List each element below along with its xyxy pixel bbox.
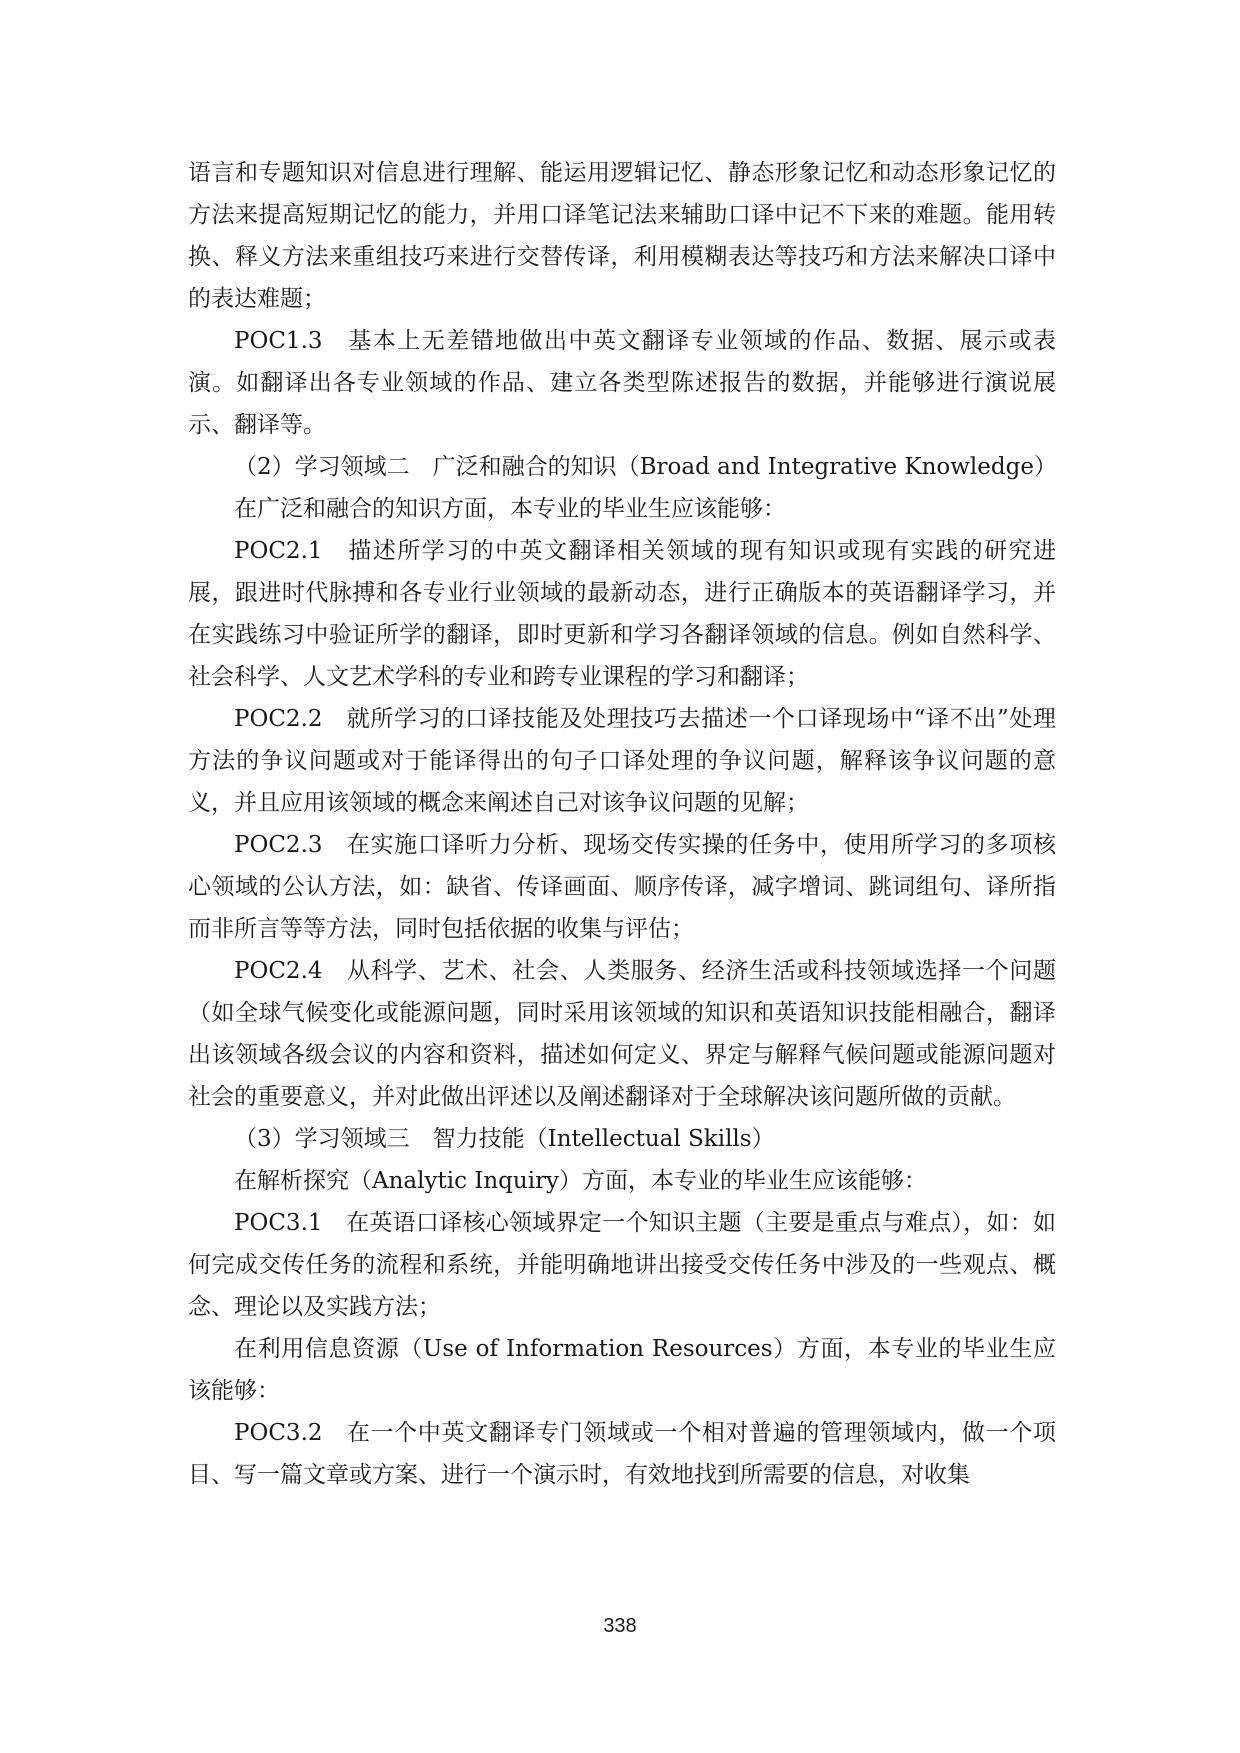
- paragraph-continuation: 语言和专题知识对信息进行理解、能运用逻辑记忆、静态形象记忆和动态形象记忆的方法来提高短期记忆的能力，并用口译笔记法来辅助口译中记不下来的难题。能用转换、释义方法来重组技巧来进行交替传译，利用模糊表达等技巧和方法来解决口译中的表达难题；: [188, 160, 1056, 312]
- paragraph-poc1-3: POC1.3 基本上无差错地做出中英文翻译专业领域的作品、数据、展示或表演。如翻译出各专业领域的作品、建立各类型陈述报告的数据，并能够进行演说展示、翻译等。: [188, 328, 1056, 438]
- section-heading-domain-2: （2）学习领域二 广泛和融合的知识（Broad and Integrative Knowledge）: [234, 454, 1057, 480]
- page-number: 338: [603, 1615, 637, 1637]
- paragraph-intro-domain-2: 在广泛和融合的知识方面，本专业的毕业生应该能够：: [234, 496, 786, 522]
- paragraph-poc3-1: POC3.1 在英语口译核心领域界定一个知识主题（主要是重点与难点），如：如何完成交传任务的流程和系统，并能明确地讲出接受交传任务中涉及的一些观点、概念、理论以及实践方法；: [188, 1210, 1056, 1320]
- paragraph-analytic-inquiry: 在解析探究（Analytic Inquiry）方面，本专业的毕业生应该能够：: [234, 1168, 928, 1194]
- paragraph-poc3-2: POC3.2 在一个中英文翻译专门领域或一个相对普遍的管理领域内，做一个项目、写一篇文章或方案、进行一个演示时，有效地找到所需要的信息，对收集: [188, 1420, 1056, 1488]
- paragraph-poc2-1: POC2.1 描述所学习的中英文翻译相关领域的现有知识或现有实践的研究进展，跟进时代脉搏和各专业行业领域的最新动态，进行正确版本的英语翻译学习，并在实践练习中验证所学的翻译，即时更新和学习各翻译领域的信息。例如自然科学、社会科学、人文艺术学科的专业和跨专业课程的学习和翻译；: [188, 538, 1056, 690]
- body-text: [188, 152, 1056, 1496]
- paragraph-poc2-4: POC2.4 从科学、艺术、社会、人类服务、经济生活或科技领域选择一个问题（如全球气候变化或能源问题，同时采用该领域的知识和英语知识技能相融合，翻译出该领域各级会议的内容和资料，描述如何定义、界定与解释气候问题或能源问题对社会的重要意义，并对此做出评述以及阐述翻译对于全球解决该问题所做的贡献。: [188, 958, 1056, 1110]
- paragraph-poc2-3: POC2.3 在实施口译听力分析、现场交传实操的任务中，使用所学习的多项核心领域的公认方法，如：缺省、传译画面、顺序传译，减字增词、跳词组句、译所指而非所言等等方法，同时包括依据的收集与评估；: [188, 832, 1056, 942]
- paragraph-information-resources: 在利用信息资源（Use of Information Resources）方面，本专业的毕业生应该能够：: [188, 1336, 1056, 1404]
- section-heading-domain-3: （3）学习领域三 智力技能（Intellectual Skills）: [234, 1126, 775, 1152]
- paragraph-poc2-2: POC2.2 就所学习的口译技能及处理技巧去描述一个口译现场中“译不出”处理方法的争议问题或对于能译得出的句子口译处理的争议问题，解释该争议问题的意义，并且应用该领域的概念来阐述自己对该争议问题的见解；: [188, 706, 1056, 816]
